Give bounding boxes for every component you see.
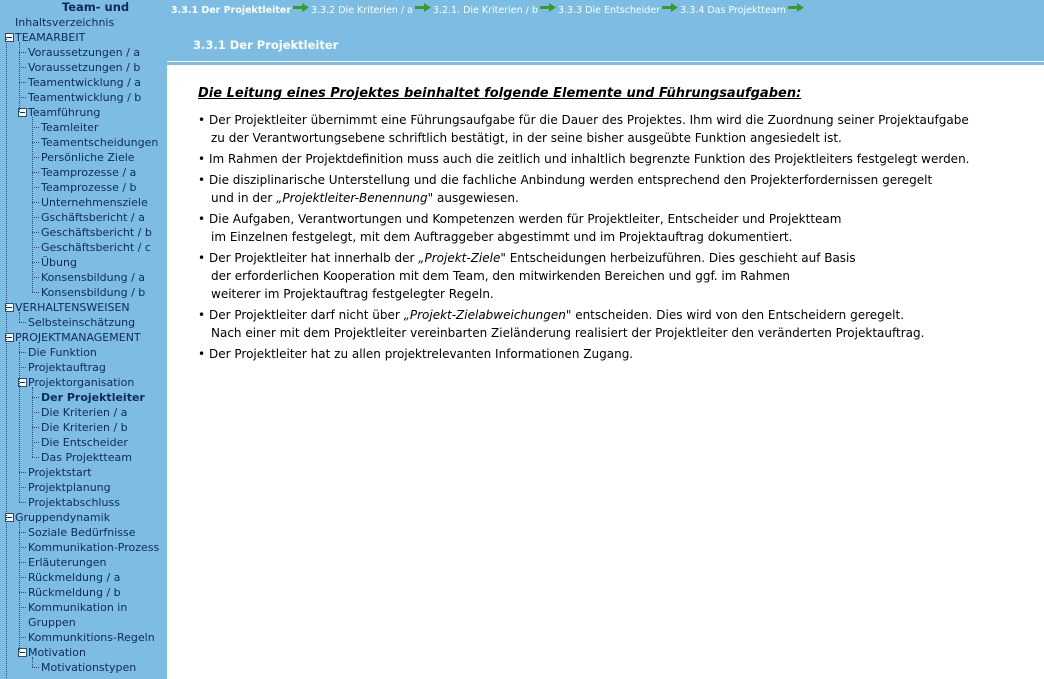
sidebar-item-kommunkitions-regeln[interactable]: Kommunkitions-Regeln xyxy=(28,631,155,644)
sidebar-item-teamentscheidungen[interactable]: Teamentscheidungen xyxy=(41,136,159,149)
arrow-right-icon xyxy=(540,0,556,20)
list-item xyxy=(198,111,1018,147)
sidebar-item-selbsteinschätzung[interactable]: Selbsteinschätzung xyxy=(28,316,136,329)
page-title: 3.3.1 Der Projektleiter xyxy=(193,38,339,52)
sidebar-item-teamführung[interactable]: Teamführung xyxy=(28,106,101,119)
page-header xyxy=(167,20,1044,61)
main-content xyxy=(198,86,1018,366)
tree-connector xyxy=(19,592,26,593)
sidebar-item-gschäftsbericht-a[interactable]: Gschäftsbericht / a xyxy=(41,211,145,224)
list-item-line xyxy=(209,189,1018,207)
sidebar-item-projektstart[interactable]: Projektstart xyxy=(28,466,92,479)
sidebar-item-voraussetzungen-b[interactable]: Voraussetzungen / b xyxy=(28,61,141,74)
tree-connector xyxy=(19,532,26,533)
sidebar-item-motivationstypen[interactable]: Motivationstypen xyxy=(41,661,137,674)
breadcrumb xyxy=(167,0,1044,20)
list-item-line xyxy=(209,111,1018,129)
tree-guide xyxy=(19,342,20,502)
breadcrumb-link[interactable]: 3.3.4 Das Projektteam xyxy=(680,4,786,16)
intro-colon: : xyxy=(796,86,802,101)
tree-connector xyxy=(19,367,26,368)
tree-connector xyxy=(19,52,26,53)
list-item-text: Der Projektleiter übernimmt eine Führungsaufgabe für die Dauer des Projektes. Ihm wird die Zuordnung seiner Projektaufgabe xyxy=(209,113,969,127)
sidebar-item-die-entscheider[interactable]: Die Entscheider xyxy=(41,436,128,449)
intro-text: Die Leitung eines Projektes beinhaltet folgende Elemente und Führungsaufgaben xyxy=(198,86,797,101)
sidebar-item-die-funktion[interactable]: Die Funktion xyxy=(28,346,97,359)
sidebar-item-das-projektteam[interactable]: Das Projektteam xyxy=(41,451,132,464)
list-item-text: Im Rahmen der Projektdefinition muss auch die zeitlich und inhaltlich begrenzte Funktion des Projektleiters festgelegt werden. xyxy=(209,152,970,166)
tree-guide xyxy=(19,42,20,112)
sidebar-item-gruppendynamik[interactable]: Gruppendynamik xyxy=(15,511,111,524)
sidebar-item-persönliche-ziele[interactable]: Persönliche Ziele xyxy=(41,151,135,164)
sidebar-item-geschäftsbericht-c[interactable]: Geschäftsbericht / c xyxy=(41,241,151,254)
tree-connector xyxy=(32,142,39,143)
list-item xyxy=(198,150,1018,168)
sidebar-item-soziale-bedürfnisse[interactable]: Soziale Bedürfnisse xyxy=(28,526,136,539)
arrow-right-icon xyxy=(662,0,678,20)
breadcrumb-link[interactable]: 3.3.3 Die Entscheider xyxy=(557,4,661,16)
arrow-right-icon xyxy=(415,0,431,20)
tree-connector xyxy=(19,67,26,68)
sidebar-item-geschäftsbericht-b[interactable]: Geschäftsbericht / b xyxy=(41,226,152,239)
sidebar-item-kommunikation-in[interactable]: Kommunikation in xyxy=(28,601,128,614)
sidebar-item-teamprozesse-a[interactable]: Teamprozesse / a xyxy=(41,166,137,179)
list-item-text: weiterer im Projektauftrag festgelegter Regeln. xyxy=(211,287,494,301)
tree-connector xyxy=(19,82,26,83)
breadcrumb-link[interactable]: 3.2.1. Die Kriterien / b xyxy=(432,4,538,16)
tree-connector xyxy=(19,607,26,608)
sidebar-item-rückmeldung-a[interactable]: Rückmeldung / a xyxy=(28,571,121,584)
document-reference: „Projektleiter-Benennung" xyxy=(276,191,434,205)
sidebar-item-voraussetzungen-a[interactable]: Voraussetzungen / a xyxy=(28,46,141,59)
list-item-text: entscheiden. Dies wird von den Entscheidern geregelt. xyxy=(571,308,905,322)
list-item xyxy=(198,306,1018,342)
list-item-line xyxy=(209,285,1018,303)
sidebar-item-konsensbildung-b[interactable]: Konsensbildung / b xyxy=(41,286,146,299)
tree-connector xyxy=(32,442,39,443)
arrow-right-icon xyxy=(788,0,804,20)
tree-connector xyxy=(32,127,39,128)
tree-connector xyxy=(32,202,39,203)
tree-connector xyxy=(32,277,39,278)
tree-guide xyxy=(19,312,20,322)
sidebar-item-teamleiter[interactable]: Teamleiter xyxy=(41,121,99,134)
sidebar-item-motivation[interactable]: Motivation xyxy=(28,646,86,659)
list-item-line xyxy=(209,249,1018,267)
list-item xyxy=(198,249,1018,303)
tree-connector xyxy=(32,412,39,413)
sidebar-item-erläuterungen[interactable]: Erläuterungen xyxy=(28,556,107,569)
tree-connector xyxy=(19,352,26,353)
list-item-line xyxy=(209,306,1018,324)
tree-connector xyxy=(32,157,39,158)
sidebar-item-unternehmensziele[interactable]: Unternehmensziele xyxy=(41,196,148,209)
tree-connector xyxy=(32,262,39,263)
header-divider xyxy=(167,62,1044,65)
list-item-text: Die disziplinarische Unterstellung und die fachliche Anbindung werden entsprechend den Projekterfordernissen geregelt xyxy=(209,173,933,187)
sidebar-item-der-projektleiter[interactable]: Der Projektleiter xyxy=(41,391,145,404)
sidebar-item-teamprozesse-b[interactable]: Teamprozesse / b xyxy=(41,181,137,194)
sidebar-title: Team- und xyxy=(61,0,130,14)
tree-connector xyxy=(19,322,26,323)
tree-connector xyxy=(32,292,39,293)
sidebar-item-teamentwicklung-b[interactable]: Teamentwicklung / b xyxy=(28,91,142,104)
tree-connector xyxy=(19,97,26,98)
document-reference: „Projekt-Ziele" xyxy=(418,251,506,265)
sidebar-item-die-kriterien-b[interactable]: Die Kriterien / b xyxy=(41,421,128,434)
list-item-line xyxy=(209,150,1018,168)
tree-connector xyxy=(19,487,26,488)
list-item-text: zu der Verantwortungsebene schriftlich bestätigt, in der seine bisher ausgeübte Funktion angesiedelt ist. xyxy=(211,131,842,145)
list-item-line xyxy=(209,171,1018,189)
tree-connector xyxy=(32,187,39,188)
sidebar-item-inhaltsverzeichnis[interactable]: Inhaltsverzeichnis xyxy=(15,16,115,29)
tree-connector xyxy=(32,457,39,458)
tree-guide xyxy=(32,657,33,667)
tree-guide xyxy=(32,387,33,457)
tree-connector xyxy=(32,217,39,218)
sidebar-item-konsensbildung-a[interactable]: Konsensbildung / a xyxy=(41,271,146,284)
sidebar-navigation xyxy=(0,0,167,679)
breadcrumb-link[interactable]: 3.3.1 Der Projektleiter xyxy=(171,4,292,16)
tree-connector xyxy=(32,667,39,668)
list-item-text: Die Aufgaben, Verantwortungen und Kompetenzen werden für Projektleiter, Entscheider und Projektteam xyxy=(209,212,842,226)
sidebar-item-gruppen[interactable]: Gruppen xyxy=(28,616,76,629)
sidebar-item-projektmanagement[interactable]: PROJEKTMANAGEMENT xyxy=(15,331,141,344)
sidebar-item-teamarbeit[interactable]: TEAMARBEIT xyxy=(15,31,86,44)
tree-guide xyxy=(19,522,20,652)
sidebar-item-die-kriterien-a[interactable]: Die Kriterien / a xyxy=(41,406,128,419)
list-item-text: und in der xyxy=(211,191,277,205)
sidebar-item-verhaltensweisen[interactable]: VERHALTENSWEISEN xyxy=(15,301,130,314)
list-item-text: Der Projektleiter hat innerhalb der xyxy=(209,251,419,265)
list-item-line xyxy=(209,228,1018,246)
sidebar-item-projektorganisation[interactable]: Projektorganisation xyxy=(28,376,135,389)
sidebar-item-teamentwicklung-a[interactable]: Teamentwicklung / a xyxy=(28,76,142,89)
list-item-line xyxy=(209,210,1018,228)
intro-heading xyxy=(198,86,1018,101)
list-item-text: der erforderlichen Kooperation mit dem Team, den mitwirkenden Bereichen und ggf. im Rahmen xyxy=(211,269,790,283)
list-item-line xyxy=(209,129,1018,147)
document-reference: „Projekt-Zielabweichungen" xyxy=(403,308,572,322)
tree-connector xyxy=(19,472,26,473)
arrow-right-icon xyxy=(293,0,309,20)
tree-connector xyxy=(19,547,26,548)
list-item-text: im Einzelnen festgelegt, mit dem Auftraggeber abgestimmt und im Projektauftrag dokumentiert. xyxy=(211,230,793,244)
list-item-text: Der Projektleiter darf nicht über xyxy=(209,308,404,322)
list-item xyxy=(198,210,1018,246)
tree-connector xyxy=(19,577,26,578)
tree-connector xyxy=(32,397,39,398)
list-item-line xyxy=(209,324,1018,342)
tree-connector xyxy=(32,232,39,233)
tree-connector xyxy=(32,247,39,248)
tree-connector xyxy=(19,562,26,563)
sidebar-item-projektplanung[interactable]: Projektplanung xyxy=(28,481,111,494)
list-item-text: Entscheidungen herbeizuführen. Dies geschieht auf Basis xyxy=(505,251,856,265)
breadcrumb-link[interactable]: 3.3.2 Die Kriterien / a xyxy=(311,4,413,16)
tree-connector xyxy=(19,502,26,503)
sidebar-item-rückmeldung-b[interactable]: Rückmeldung / b xyxy=(28,586,121,599)
tree-connector xyxy=(32,427,39,428)
sidebar-item-übung[interactable]: Übung xyxy=(41,256,77,269)
tree-root-guide xyxy=(6,37,7,679)
tree-guide xyxy=(32,117,33,292)
list-item-text: Der Projektleiter hat zu allen projektrelevanten Informationen Zugang. xyxy=(209,347,634,361)
sidebar-item-projektabschluss[interactable]: Projektabschluss xyxy=(28,496,120,509)
list-item xyxy=(198,345,1018,363)
list-item-line xyxy=(209,267,1018,285)
sidebar-item-projektauftrag[interactable]: Projektauftrag xyxy=(28,361,106,374)
sidebar-item-kommunikation-prozess[interactable]: Kommunikation-Prozess xyxy=(28,541,160,554)
task-list xyxy=(198,111,1018,363)
list-item-text: ausgewiesen. xyxy=(433,191,519,205)
tree-connector xyxy=(32,172,39,173)
list-item-line xyxy=(209,345,1018,363)
tree-connector xyxy=(19,637,26,638)
list-item xyxy=(198,171,1018,207)
list-item-text: Nach einer mit dem Projektleiter vereinbarten Zieländerung realisiert der Projektleiter den veränderten Projektauftrag. xyxy=(211,326,925,340)
